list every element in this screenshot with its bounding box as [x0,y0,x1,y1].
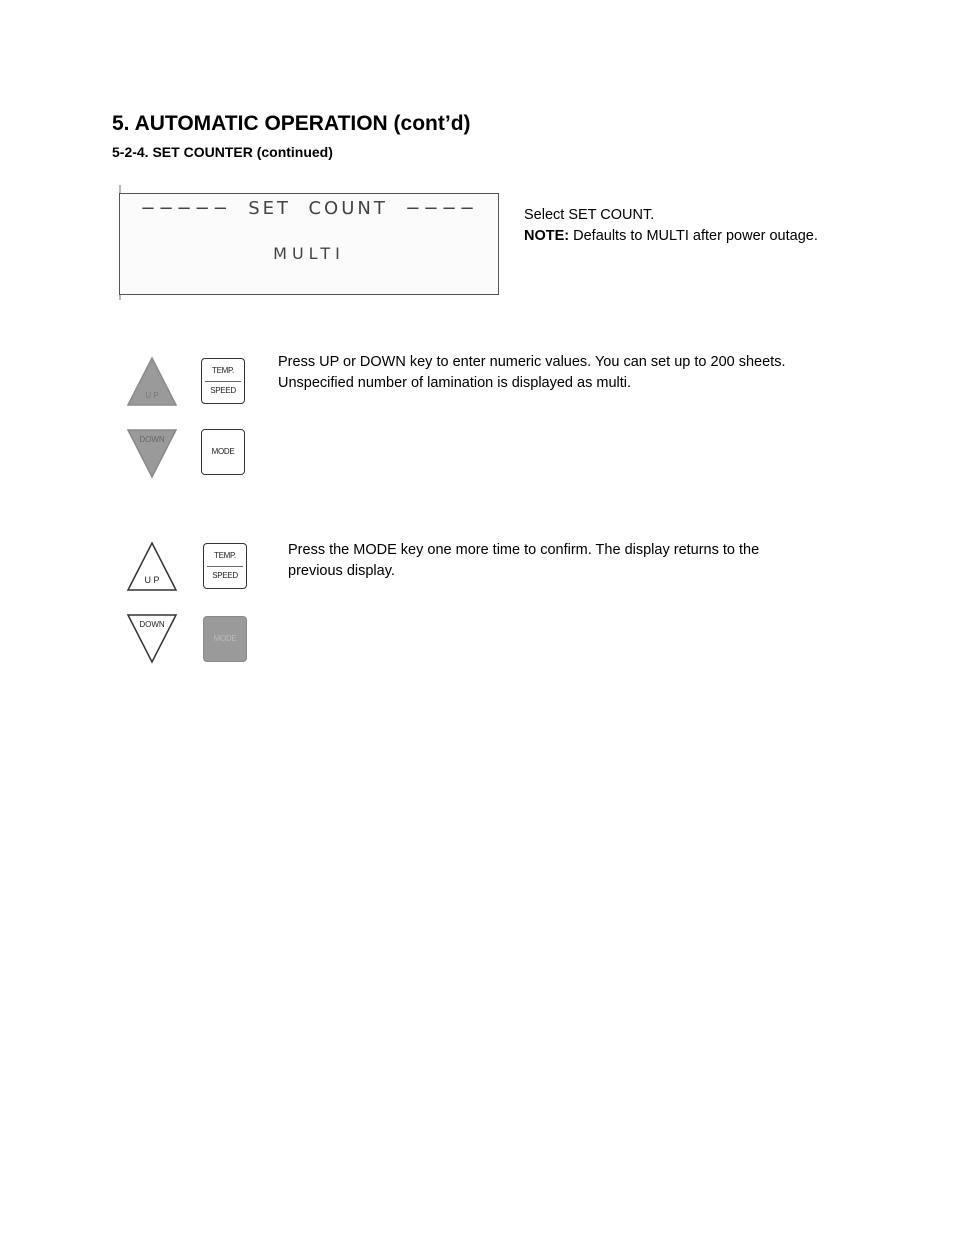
key-divider [205,381,241,382]
temp-label: TEMP. [214,551,236,560]
step1-description [524,205,924,247]
mode-label: MODE [211,447,235,456]
up-key-label: U P [144,575,160,585]
note-text: Defaults to MULTI after power outage. [569,228,818,244]
speed-label: SPEED [210,386,236,395]
speed-label: SPEED [212,571,238,580]
mode-key-highlighted[interactable] [203,616,247,662]
temp-speed-key[interactable] [203,543,247,589]
step2-line-1: Press UP or DOWN key to enter numeric values. You can set up to 200 sheets. [278,354,786,370]
down-key-label: DOWN [139,620,165,629]
step3-description [288,540,888,582]
lcd-line-2: MULTI [273,244,345,263]
keypad-step3 [126,540,256,668]
subsection-title: 5-2-4. SET COUNTER (continued) [112,144,333,160]
lcd-line-1: −−−−− SET COUNT −−−− [140,198,478,219]
step1-note [524,226,924,247]
down-key-highlighted[interactable] [126,427,180,481]
step3-line-2: previous display. [288,563,395,579]
mode-key[interactable] [201,429,245,475]
step3-line-1: Press the MODE key one more time to confirm. The display returns to the [288,542,760,558]
down-key-label: DOWN [139,435,165,444]
mode-label: MODE [213,634,237,643]
up-key[interactable] [126,540,180,594]
temp-speed-key[interactable] [201,358,245,404]
step2-description [278,352,878,394]
step2-line-2: Unspecified number of lamination is displayed as multi. [278,375,632,391]
section-title: 5. AUTOMATIC OPERATION (cont’d) [112,112,471,135]
step1-text: Select SET COUNT. [524,207,655,223]
keypad-step2 [126,355,256,483]
note-label: NOTE: [524,228,570,244]
temp-label: TEMP. [212,366,234,375]
down-key[interactable] [126,612,180,666]
up-key-label: U P [145,391,159,400]
lcd-display [119,193,499,295]
up-key-highlighted[interactable] [126,355,180,409]
key-divider [207,566,243,567]
